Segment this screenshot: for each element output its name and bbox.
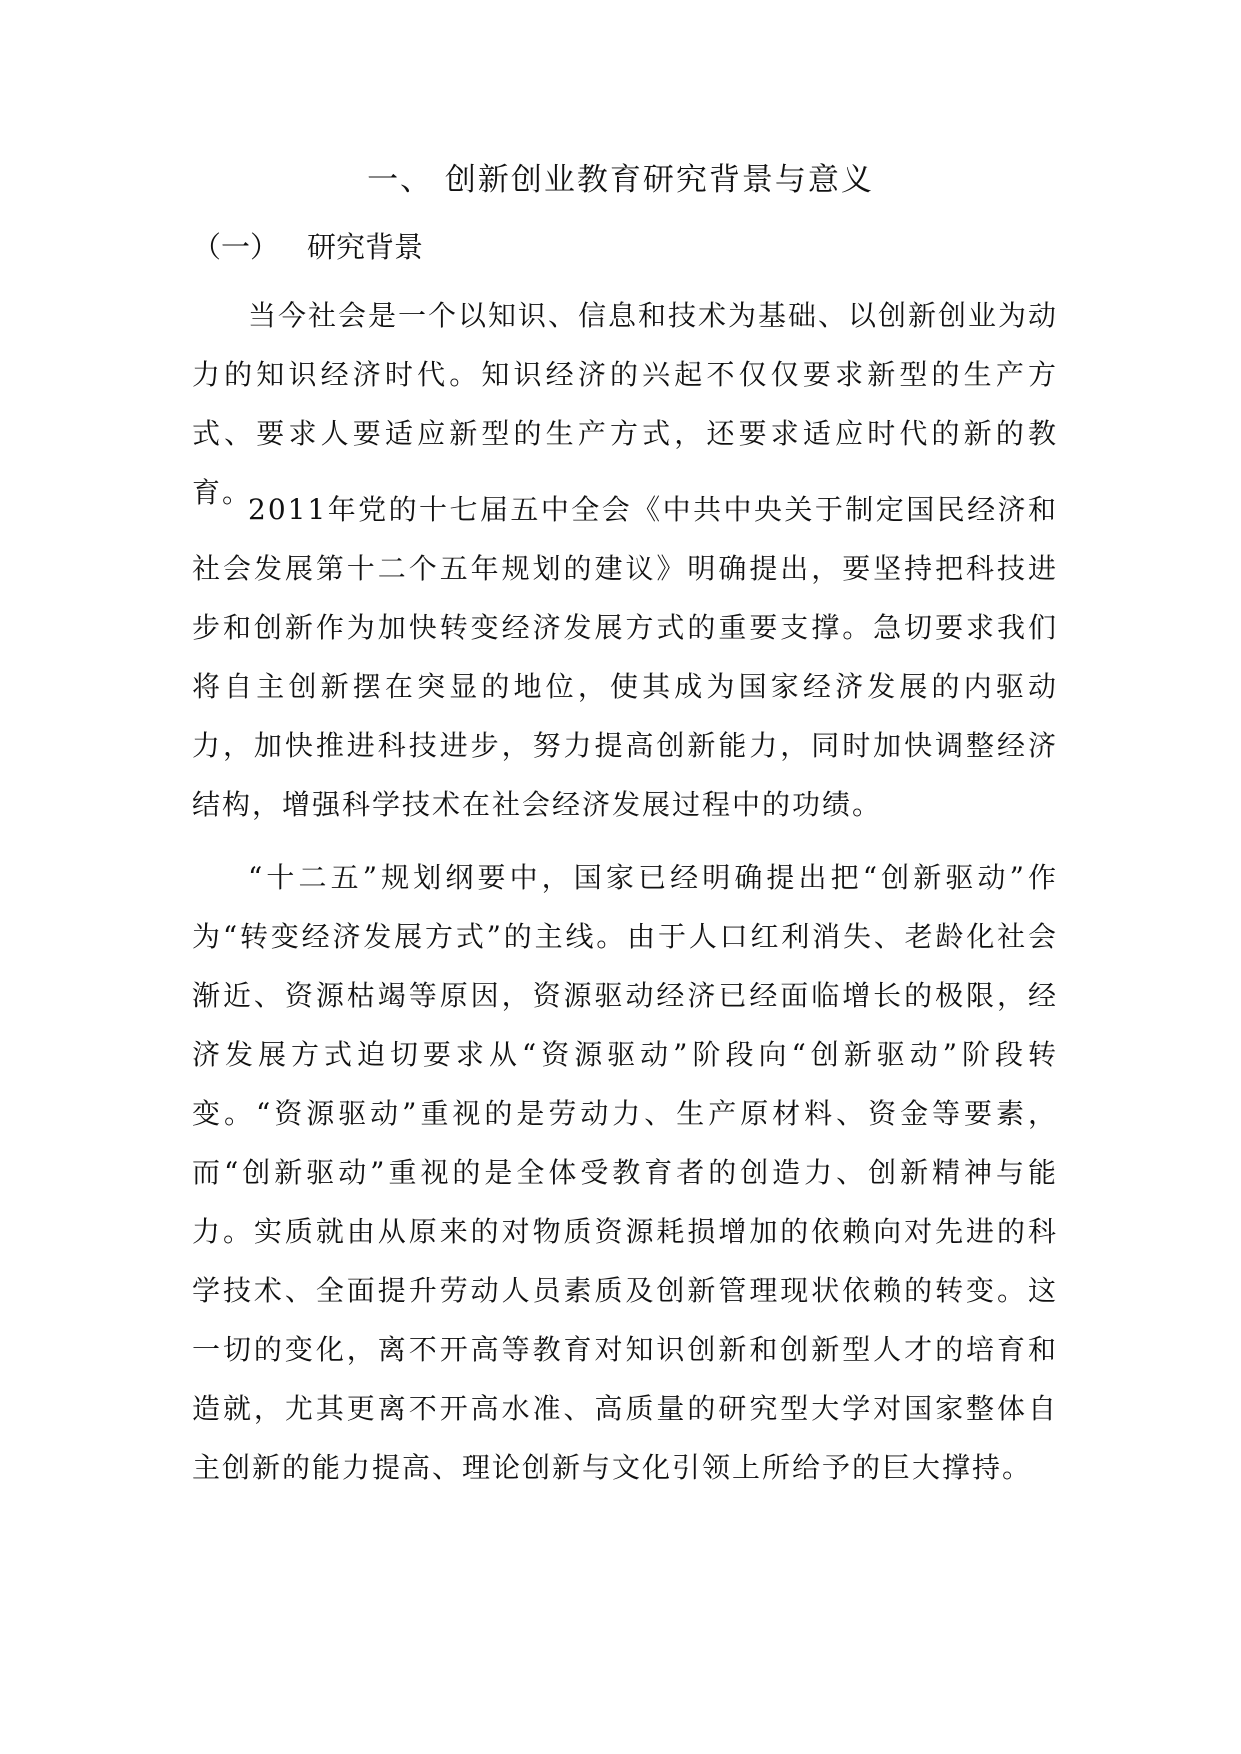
body-paragraph: “十二五”规划纲要中，国家已经明确提出把“创新驱动”作为“转变经济发展方式”的主线。由于人口红利消失、老龄化社会渐近、资源枯竭等原因，资源驱动经济已经面临增长的极限，经济发展方式迫切要求从“资源驱动”阶段向“创新驱动”阶段转变。“资源驱动”重视的是劳动力、生产原材料、资金等要素，而“创新驱动”重视的是全体受教育者的创造力、创新精神与能力。实质就由从原来的对物质资源耗损增加的依赖向对先进的科学技术、全面提升劳动人员素质及创新管理现状依赖的转变。这一切的变化，离不开高等教育对知识创新和创新型人才的培育和造就，尤其更离不开高水准、高质量的研究型大学对国家整体自主创新的能力提高、理论创新与文化引领上所给予的巨大撑持。: [192, 861, 1058, 1484]
body-paragraph: 2011年党的十七届五中全会《中共中央关于制定国民经济和社会发展第十二个五年规划的建议》明确提出，要坚持把科技进步和创新作为加快转变经济发展方式的重要支撑。急切要求我们将自主创新摆在突显的地位，使其成为国家经济发展的内驱动力，加快推进科技进步，努力提高创新能力，同时加快调整经济结构，增强科学技术在社会经济发展过程中的功绩。: [192, 493, 1058, 821]
chapter-title: 一、 创新创业教育研究背景与意义: [367, 162, 874, 198]
section-number: （一）: [192, 230, 280, 264]
section-heading: [192, 227, 423, 267]
section-label: 研究背景: [307, 230, 424, 264]
body-paragraph: 当今社会是一个以知识、信息和技术为基础、以创新创业为动力的知识经济时代。知识经济的兴起不仅仅要求新型的生产方式、要求人要适应新型的生产方式，还要求适应时代的新的教育。: [192, 299, 1059, 509]
